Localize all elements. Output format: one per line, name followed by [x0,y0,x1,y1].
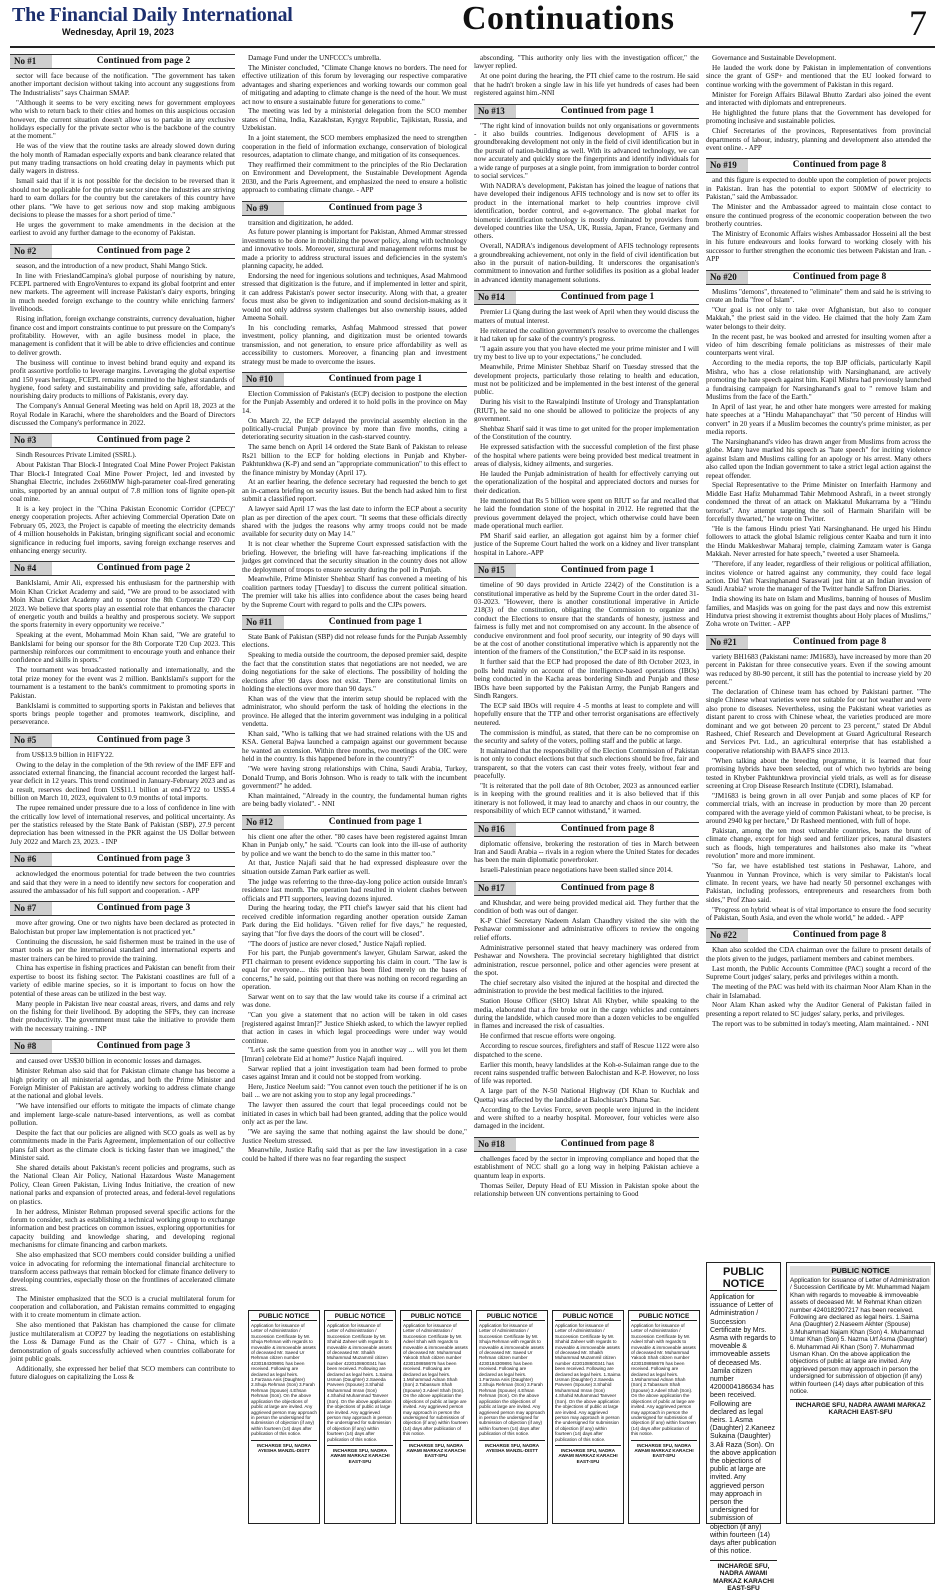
article-paragraph: timeline of 90 days provided in Article 224(2) of the Constitution is a constitutional imperative as held by the Supreme Court in the order dated 31-03-2023. "However, there is another constitutional imperative in Article 218(3) of the constitution, obligating the Commission to organize and conduct the Elections to ensure that the standards of honesty, justness and fairness is fully met and not compromised on any account. In the absence of conducive environment and fool proof security, our integrity of 90 days will be at the cost of another constitutional imperative which is apparently not the intention of the framers of the Constitution," the ECP said in its response. [474,581,699,657]
continuation-number: No #12 [242,816,284,829]
article-paragraph: With NADRA's development, Pakistan has joined the league of nations that have developed their indigenous AFIS technology and is now set to offer its product in the international market to help countries improve civil identification, border control, and e-governance. The global market for biometric identification technology is mostly dominated by providers from developed countries like the USA, UK, Russia, Japan, France, Germany and others. [474,181,699,241]
notice-body: Application for issuance of Letter of Administration / Succession Certificate by Mr. Muhammad Najam Khan with regards to moveable & immoveable assets of deceased Mr. M Rehmat Khan citizen number 4240182907217 has been received. Following are declared as legal heirs. 1.Saima Ana (Daughter) 2.Naseem Akhter (Spouse) 3.Muhammad Najam Khan (Son) 4. Muhammad Umar Khan (Son) 5. Nazma Urf Asma (Daughter) 6. Muhammad Ali Khan (Son) 7. Muhammad Usman Khan. On the above application the objections of public at large are invited. Any aggrieved person may approach in person the undersigned for submission of objection (if any) within fourteen (14) days after publication of this notice. [790,1277,930,1396]
article-block [242,615,467,809]
article-paragraph: PM Sharif said earlier, an allegation got against him by a former chief justice of the Supreme Court halted the work on a kidney and liver transplant hospital in Lahore.-APP [474,531,699,557]
continuation-header [10,54,235,69]
article-paragraph: The meeting was led by a ministerial delegation from the SCO member states of China, India, Kazakhstan, Kyrgyz Republic, Tajikistan, Russia, and Uzbekistan. [242,107,467,133]
article-paragraph: Shehbaz Sharif said it was time to get united for the proper implementation of the Constitution of the country. [474,425,699,442]
notice-title: PUBLIC NOTICE [710,1266,777,1291]
article-paragraph: "I again assure you that you have elected me your prime minister and I will try my best to live up to your expectations," he concluded. [474,344,699,362]
article-paragraph: At an earlier hearing, the defence secretary had requested the bench to get an in-camera briefing on security issues. But the bench had asked him to first submit a classified report. [242,478,467,504]
article-paragraph: acknowledged the enormous potential for trade between the two countries and said that they were in a need to identify new sectors for cooperation and assured the ambassador of his full support and cooperation. - APP [10,870,235,895]
article-paragraph: In a joint statement, the SCO members emphasized the need to strengthen cooperation in the field of information exchange, conservation of biological resources, adaptation to climate change, and mitigation of its consequences. [242,134,467,159]
article-paragraph: A large part of the N-50 National Highway (DI Khan to Kuchlak and Quetta) was affected by the landslide at Balochistan's Dhana Sar. [474,1087,699,1104]
article-paragraph: diplomatic offensive, brokering the restoration of ties in March between Iran and Saudi Arabia -- rivals in a region where the United States for decades has been the main diplomatic powerbroker. [474,839,699,865]
article-paragraph: "It is reiterated that the poll date of 8th October, 2023 as announced earlier is in keeping with the ground realities and it is also believed that if this itinerary is not followed, it may lead to anarchy and chaos in our country, the responsibility of which ECP cannot withstand," it warned. [474,781,699,816]
article-paragraph: The rupee remained under pressure due to a loss of confidence in line with the critically low level of international reserves, and political uncertainty. As per the statistics released by the State Bank of Pakistan (SBP), 27.9 percent depreciation has been witnessed in the PKR against the US Dollar between July 2022 and March 23, 2023. - INP [10,804,235,846]
masthead [10,0,935,48]
public-notice-small [552,1310,624,1524]
article-paragraph: India showing its hate on Islam and Muslims, banning of houses of Muslim families, and Masjids was on going for the past days and now this extremist Hindutva priest showing it extremist thoughts about Holy places of Muslims," Zoha wrote on Twitter. - APP [706,595,931,629]
continuation-title: Continued from page 8 [560,823,655,834]
article-paragraph: BankIslami, Amir Ali, expressed his enthusiasm for the partnership with Moin Khan Cricket Academy and said, "We are proud to be associated with Moin Khan Cricket Academy and to sponsor the 8th Corporate T20 Cup 2023. We believe that sports play an essential role that enhances the character of energetic youth and builds a healthy and prosperous society. We support the sports fraternity in every opportunity we receive." [10,579,235,630]
article-paragraph: Minister for Foreign Affairs Bilawal Bhutto Zardari also joined the event and interacted with diplomats and entrepreneurs. [706,90,931,108]
article-paragraph: "Can you give a statement that no action will be taken in old cases [registered against Imran]?" Justice Shiekh asked, to which the lawyer replied that action in cases in which legal proceedings were under way would continue. [242,1011,467,1045]
article-column [10,54,235,1382]
article-paragraph: They reaffirmed their commitment to the principles of the Rio Declaration on Environment and Development, the Sustainable Development Agenda 2030, and the Paris Agreement, and emphasized the need to ensure a holistic approach to combating climate change. - APP [242,160,467,195]
article-paragraph: from US$13.9 billion in H1FY22. [16,750,114,759]
issue-date: Wednesday, April 19, 2023 [62,27,174,37]
article-paragraph: Ismail said that if it is not possible for the decision to be reversed than it should not be applicable for the private sector since the industries are striving hard to earn dollars for the country but the caretakers of this country have other plans. "We have to get serious now and stop making ambiguous decisions to please the masses for a short period of time." [10,177,235,219]
article-paragraph: In line with FrieslandCampina's global purpose of nourishing by nature, FCEPL partnered with EngroVentures to expand its global footprint and enter new markets. The agreement will increase Pakistan's dairy exports, bringing in much needed foreign exchange to the country while enriching farmers' livelihoods. [10,271,235,314]
article-paragraph: Owing to the delay in the completion of the 9th review of the IMF EFF and associated external financing, the financial account recorded the largest half-year deficit in 12 years. This trend continued in January-February 2023 and as a result, reserves declined from US$11.1 billion at end-FY22 to US$5.4 billion on March 10, 2023, equivalent to 0.9 months of total imports. [10,760,235,803]
continuation-header [10,733,235,748]
continuation-header [10,1039,235,1054]
article-paragraph: sector will face because of the notification. "The government has taken another important decision without taking into account any suggestions from The Industrialists" says Chairman SMAP. [10,72,235,97]
article-paragraph: The Ministry of Economic Affairs wishes Ambassador Hosseini all the best in his future endeavours and looks forward to working closely with his successor to further strengthen the economic ties between Pakistan and Iran. - APP [706,229,931,264]
article-paragraph: The ECP said IBOs will require 4 -5 months at least to complete and will hopefully ensure that the TTP and other terrorist organisations are effectively neutered. [474,701,699,727]
article-block [10,54,235,238]
article-paragraph: Pakistan, among the ten most vulnerable countries, bears the brunt of climate change, except for high seed and fertilizer prices, natural disasters such as floods, high temperatures and hailstones also make its "wheat revolution" more and more imminent. [706,827,931,861]
article-paragraph: The chief secretary also visited the injured at the hospital and directed the administration to provide the best medical facilities to the injured. [474,978,699,996]
continuation-title: Continued from page 2 [96,245,191,256]
article-column [474,54,699,1304]
article-paragraph: "When talking about the breeding programme, it is learned that four promising hybrids have been selected, out of which two hybrids are being tested in Khyber Pakhtunkhwa provincial yield trials, as well as for disease screening at Crop Disease Research Institute (CDRI), Islamabad. [706,756,931,790]
article-block [474,1137,699,1199]
article-paragraph: "Progress on hybrid wheat is of vital importance to ensure the food security of Pakistan, South Asia, and even the whole world," he added. - APP [706,905,931,923]
article-block [474,822,699,875]
article-paragraph: K-P Chief Secretary Nadeem Aslam Chaudhry visited the site with the Peshawar commissioner and administrative officers to review the ongoing relief efforts. [474,917,699,942]
article-block [10,852,235,895]
article-block [10,733,235,846]
article-paragraph: Continuing the discussion, he said fishermen must be trained in the use of smart tools as per the international standard and international experts and master trainers can be hired to provide the training. [10,937,235,963]
notice-footer: INCHARGE SFU, NADRA AWAMI MARKAZ KARACHI EAST-SFU [790,1399,931,1417]
article-paragraph: He lauded the work done by Pakistan in implementation of conventions since the grant of GSP+ and mentioned that the EU looked forward to continue working with the government of Pakistan in this regard. [706,63,931,89]
page-number: 7 [909,3,927,43]
continuation-title: Continued from page 1 [328,816,423,827]
article-paragraph: For his part, the Punjab government's lawyer, Ghulam Sarwar, asked the PTI chairman to present evidence supporting his claim in court. "The law is equal for everyone... this petition has been filed merely on the bases of concerns," he said, pointing out that there was nothing on record regarding an operation. [242,949,467,992]
continuation-number: No #10 [242,373,284,386]
article-block [242,201,467,366]
article-paragraph: Despite the fact that our policies are aligned with SCO goals as well as by commitments made in the Paris Agreement, implementation of our collective plans fall short as the climate clock is ticking faster than we imagined," the Minister said. [10,1128,235,1163]
public-notice-small [248,1310,320,1524]
article-paragraph: He urges the government to make amendments in the decision at the earliest to avoid any further damage to the economy of Pakistan. [10,220,235,238]
article-paragraph: move after growing. One or two nights have been declared as protected in Balochistan but proper law implementation is not practiced yet." [10,919,235,936]
continuation-header [706,928,931,943]
article-paragraph: Meanwhile, Prime Minister Shehbaz Sharif has convened a meeting of his coalition partners today [Tuesday] to discuss the current political situation. The premier will take his allies into confidence about the cases being heard by the Supreme Court with regard to polls and the CJPs powers. [242,575,467,609]
article-paragraph: his client one after the other. "80 cases have been registered against Imran Khan in Punjab only," he said. "Courts can look into the ill-use of authority by police and we want the bench to do the same in this matter too." [242,832,467,858]
article-paragraph: transition and digitization, he added. [248,218,353,227]
continuation-header [242,201,467,216]
article-paragraph: China has expertise in fishing practices and Pakistan can benefit from their expertise to boost its fishing sector. The Pakistani coastlines are full of a variety of edible marine species, so it is important to focus on how the potential of these areas can be utilized in the best way. [10,964,235,998]
article-paragraph: Last month, the Public Accounts Committee (PAC) sought a record of the Supreme Court judges' salary, perks and privileges within a month. [706,964,931,982]
notice-body: Application for issuance of Letter of Administration / Succession Certificate by Mr. Adeel Shah with regards to moveable & immoveable assets of deceased Mr. Muhammad Yakoob Shah citizen number 4230108858676 has been received. Following are declared as legal heirs. 1.Mohammad Adnan Shah (Son) 2.Tabassum Shah (Spouse) 3.Adeel Shah (Son). On the above application the objections of public at large are invited. Any aggrieved person may approach in person the undersigned for submission of objection (if any) within fourteen (14) days after publication of this notice. [403,1323,468,1437]
public-notice-small [324,1310,396,1524]
article-paragraph: Many people in Pakistan live near coastal areas, rivers, and dams and rely on the fishing for their livelihood. By adopting the SFPs, they can increase their productivity. The government must take the initiative to provide them with the necessary training. - INP [10,999,235,1033]
article-paragraph: variety BH1683 (Pakistani name: JM1683), have increased by more than 20 percent in Pakistan for three consecutive years. Even if the sowing amount was reduced by 80-90 percent, it still has the potential to increase yield by 20 percent." [706,652,931,687]
article-paragraph: Special Representative to the Prime Minister on Interfaith Harmony and Middle East Hafiz Muhammad Tahir Mehmood Ashrafi, in a tweet strongly condemned the threat of an attack on Makkatul Mukarrama by a "Hindu terrorist". Any attempt targeting the soil of Harmain Sharifain will be forcefully thwarted," he wrote on Twitter. [706,481,931,524]
article-paragraph: She also emphasized that SCO members could consider building a unified voice in advocating for reforming the international financial architecture to transform access pathways that remain blocked for climate finance delivery to developing countries, especially those on the frontlines of accelerated climate stress. [10,1251,235,1293]
article-paragraph: The judge was referring to the three-day-long police action outside Imran's residence last month. The operation had resulted in violent clashes between officials and PTI supporters, leaving dozens injured. [242,877,467,903]
article-paragraph: She shared details about Pakistan's recent policies and programs, such as the National Clean Air Policy, National Hazardous Waste Management Policy, Clean Green Pakistan, Living Indus Initiative, the creation of new national parks and expansion of protected areas, and federal-level regulations on plastics. [10,1164,235,1206]
article-paragraph: The meeting of the PAC was held with its chairman Noor Alam Khan in the chair in Islamabad. [706,983,931,1000]
notice-title: PUBLIC NOTICE [251,1313,317,1321]
continuation-number: No #8 [10,1040,52,1053]
continuation-header [706,270,931,285]
article-paragraph: Khan also scolded the CDA chairman over the failure to present details of the plots given to the judges, parliament members and cabinet members. [706,946,931,963]
notice-title: PUBLIC NOTICE [479,1313,545,1321]
notice-footer: INCHARGE SFU, NADRA AYESHA MANZIL-DISTT [251,1440,317,1454]
article-paragraph: "Although it seems to be very exciting news for government employees who wish to return back to their cities and homes on this auspicious occasion however, the current situation doesn't allow us to partake in any exclusive holidays especially for the private sector who is the backbone of the country at the moment." [10,98,235,141]
article-paragraph: "Let's ask the same question from you in another way ... will you let them [Imran] celebrate Eid at home?" Justice Najafi inquired. [242,1046,467,1063]
continuation-header [474,822,699,837]
article-paragraph: "We were having strong relationships with China, Saudi Arabia, Turkey, Donald Trump, and Boris Johnson. Who is ready to talk with the incumbent government?" he added. [242,765,467,790]
article-paragraph: "So far, we have established test stations in Peshawar, Lahore, and Yuanmou in Yunnan Province, which is very similar to Pakistan's local climate. In recent years, we have had nearly 50 personnel exchanges with Pakistan, including professors, entrepreneurs and researchers from both sides," Prof Zhao said. [706,862,931,904]
article-paragraph: The commission is mindful, as stated, that there can be no compromise on the security and safety of the voters, polling staff and the public at large. [474,728,699,745]
continuation-number: No #20 [706,271,748,284]
continuation-number: No #17 [474,882,516,895]
article-paragraph: Earlier this month, heavy landslides at the Koh-e-Sulaiman range due to the recent rains suspended traffic between Balochistan and K-P. However, no loss of life was reported. [474,1060,699,1086]
continuation-header [474,563,699,578]
continuation-header [474,1137,699,1152]
article-paragraph: He was of the view that the routine tasks are already slowed down during the holy month of Ramadan especially exports and bank clearance related that put many trading transactions on hold creating delay in payments which put daily wagers in distress. [10,142,235,176]
continuation-title: Continued from page 8 [792,160,887,171]
continuation-title: Continued from page 1 [560,292,655,303]
article-paragraph: At that, Justice Najafi said that he had expressed displeasure over the situation outside Zaman Park earlier as well. [242,859,467,876]
continuation-header [10,852,235,867]
article-paragraph: Sarwar went on to say that the law would take its course if a criminal act was done. [242,993,467,1010]
article-paragraph: "JM1683 is being grown in all over Punjab and some places of KP for commercial trials, with an increase in production by more than 20 percent compared with the average yield of common Pakistani wheat, to be precise, is around 2940 kg per hectare," Dr Rasheed mentioned, with full of hope. [706,791,931,826]
notice-title: PUBLIC NOTICE [327,1313,393,1321]
article-paragraph: The business will continue to invest behind brand equity and expand its profit assortive portfolio to leverage margins. Leveraging the global expertise and 150 years heritage, FCEPL remains committed to the highest standards of hygiene, food safety and sustainability and providing safe, affordable, and nourishing dairy products to millions of Pakistanis, every day. [10,358,235,401]
continuation-number: No #4 [10,562,52,575]
continuation-header [242,615,467,630]
section-title: Continuations [462,0,675,37]
article-block [706,158,931,263]
continuation-title: Continued from page 3 [96,903,191,914]
article-paragraph: Election Commission of Pakistan's (ECP) decision to postpone the election for the Punjab Assembly and ordered it to hold polls in the province on May 14. [242,389,467,415]
notice-footer: INCHARGE SFU, NADRA AWAMI MARKAZ KARACHI EAST-SFU [403,1440,469,1459]
notice-title: PUBLIC NOTICE [631,1313,697,1321]
continuation-title: Continued from page 3 [328,202,423,213]
article-paragraph: Minister Rehman also said that for Pakistan climate change has become a high priority on all ministerial agendas, and both the Prime Minister and Foreign Minister of Pakistan are actively working to address climate change at the national and global levels. [10,1067,235,1101]
notice-footer: INCHARGE SFU, NADRA AWAMI MARKAZ KARACHI EAST-SFU [710,1560,777,1593]
article-paragraph: Station House Officer (SHO) Ishrat Ali Khyber, while speaking to the media, elaborated that a fire broke out in the cargo vehicles and containers during the landslide, which caused more than a dozen vehicles to be engulfed in flames and increased the risk of casualties. [474,997,699,1031]
article-paragraph: Khan maintained, "Already in the country, the fundamental human rights are being badly violated". - NNI [242,791,467,809]
article-paragraph: He mentioned that Rs 5 billion were spent on RIUT so far and recalled that he laid the foundation stone of the hospital in 2012. He regretted that the previous government delayed the project, which otherwise could have been made operational much earlier. [474,496,699,530]
article-paragraph: and this figure is expected to double upon the completion of power projects in Pakistan. Iran has the potential to export 500MW of electricity to Pakistan," said the Ambassador. [706,176,931,202]
article-block [242,372,467,609]
article-paragraph: Thomas Seiler, Deputy Head of EU Mission in Pakistan spoke about the relationship between UN conventions pertaining to Good [474,1181,699,1198]
continuation-title: Continued from page 1 [560,105,655,116]
continuation-title: Continued from page 3 [96,1041,191,1052]
article-paragraph: The report was to be submitted in today's meeting, Alam maintained. - NNI [712,1019,929,1028]
article-paragraph: She also mentioned that Pakistan has championed the cause for climate justice multilateralism at COP27 by leading the negotiations on establishing the Loss & Damage Fund as the Chair of G77 - China, which is a demonstration of goals successfully achieved when countries collaborate for joint public goals. [10,1321,235,1363]
article-paragraph: Additionally, she expressed her belief that SCO members can contribute to future dialogues on capitalizing the Loss & [10,1364,235,1382]
article-paragraph: "He is the famous Hindu priest Yati Narsinghanand. He urged his Hindu followers to attack the global Islamic religious center Kaaba and turn it into the Hindu Makkeshwar Maharaj temple, claiming Zamzam water is Ganga Makkah. Never arrested for hate speech," tweeted a user Shameela. [706,525,931,559]
article-paragraph: The lawyer then assured the court that legal proceedings could not be initiated in cases in which bail had been granted, adding that the police would only act as per the law. [242,1101,467,1127]
continuation-title: Continued from page 1 [328,373,423,384]
continuation-number: No #6 [10,853,52,866]
continuation-number: No #7 [10,902,52,915]
continuation-number: No #22 [706,929,748,942]
continuation-number: No #2 [10,245,52,258]
article-paragraph: The Narsinghanand's video has drawn anger from Muslims from across the globe. Many have marked his speech as "hate speech" for inciting violence against Islam and Muslims calling for an apology or his arrest. Many others also called upon the Indian government to take a strict legal action against the repeat offender. [706,437,931,480]
continuation-header [242,815,467,830]
notice-title: PUBLIC NOTICE [403,1313,469,1321]
article-block [474,563,699,815]
article-paragraph: Governance and Sustainable Development. [712,54,837,62]
continuation-header [10,244,235,259]
continuation-number: No #19 [706,159,748,172]
article-block [10,561,235,726]
article-paragraph: Khan was of the view that the interim setup should be replaced with the administrator, who should perform the task of holding the elections in the province. He alleged that the interim government was indulging in a political vendetta. [242,694,467,729]
public-notices-area [248,1262,935,1593]
public-notice-wide [786,1262,935,1524]
article-paragraph: A lawyer said April 17 was the last date to inform the ECP about a security plan as per direction of the apex court. "It seems that these officials directly shared with the judges the reasons why army troops could not be made available for security duty on May 14." [242,505,467,539]
article-block [706,635,931,923]
article-paragraph: challenges faced by the sector in improving compliance and hoped that the establishment of NCC shall go a long way in helping Pakistan achieve a quantum leap in exports. [474,1154,699,1180]
article-paragraph: As future power planning is important for Pakistan, Ahmed Ammar stressed investments to be done in mobilizing the power policy, along with technology and innovative tools. Moreover, structural and management reforms must be made a priority to address structural issues and deficiencies in the system's planning capacity, he added. [242,228,467,271]
article-paragraph: In the recent past, he was booked and arrested for insulting women after a video of him describing female politicians as mistresses of their male counterparts went viral. [706,332,931,358]
notice-body: Application for issuance of Letter of Administration / Succession Certificate by Mr. Shahid Zaheer with regards to moveable & immoveable assets of deceased Mr. Shaikh Muhammad Muzammil citizen number 4220108600341 has been received. Following are declared as legal heirs. 1.Saima Usman (Daughter) 2.Saeeda Parveen (Spouse) 3.Shahid Muhammad Imran (Son) 4.Shahid Muhammad Tanveer (Son). On the above application the objections of public at large are invited. Any aggrieved person may approach in person the undersigned for submission of objection (if any) within fourteen (14) days after publication of this notice. [327,1323,393,1442]
article-paragraph: absconding. "This authority only lies with the investigation officer," the lawyer replied. [474,54,699,71]
notice-footer: INCHARGE SFU, NADRA AYESHA MANZIL-DISTT [479,1440,545,1454]
article-paragraph: Noor Alam Khan asked why the Auditor General of Pakistan failed in presenting a report related to SC judges' salary, perks, and privileges. [706,1001,931,1018]
continuation-title: Continued from page 8 [792,271,887,282]
article-paragraph: "We are saying the same that nothing against the law should be done," Justice Neelum stressed. [242,1128,467,1145]
article-paragraph: It maintained that the responsibility of the Election Commission of Pakistan is not only to conduct elections but that such elections should be free, fair and transparent, so that the voters can cast their votes freely, without fear and peacefully. [474,746,699,781]
continuation-number: No #3 [10,434,52,447]
article-paragraph: It is not clear whether the Supreme Court expressed satisfaction with the briefing. However, the briefing will have far-reaching implications if the judges get convinced that the security situation in the country does not allow the deployment of troops to ensure security during the poll in Punjab. [242,540,467,574]
continuation-header [474,881,699,896]
paper-name: The Financial Daily International [12,4,293,26]
article-paragraph: About Pakistan Thar Block-I Integrated Coal Mine Power Project Pakistan Thar Block-I Integrated Coal Mine Power Project, led and invested by Shanghai Electric, includes 2x660MW high-parameter coal-fired generating units, supported by an annual output of 7.8 million tons of lignite open-pit coal mine. [10,461,235,503]
continuation-header [706,635,931,650]
notice-body: Application for issuance of Letter of Administration / Succession Certificate by Mr. Adeel Shah with regards to moveable & immoveable assets of deceased Mr. Muhammad Yakoob Shah citizen number 4230108858676 has been received. Following are declared as legal heirs. 1.Mohammad Adnan Shah (Son) 2.Tabassum Shah (Spouse) 3.Adeel Shah (Son). On the above application the objections of public at large are invited. Any aggrieved person may approach in person the undersigned for submission of objection (if any) within fourteen (14) days after publication of this notice. [631,1323,696,1437]
article-paragraph: According to the media reports, the top BJP officials, particularly Kapil Mishra, who has a close relationship with Narsinghanand, are actively promoting the hate speech against him. Kapil Mishra had previously launched a fundraising campaign for Narsinghanand's goal to " remove Islam and Muslims from the face of the Earth." [706,359,931,401]
continuation-header [474,104,699,119]
article-paragraph: Here, Justice Neelum said: "You cannot even touch the petitioner if he is on bail ... we are not asking you to stop any legal proceedings." [242,1083,467,1100]
article-paragraph: According to rescue sources, firefighters and staff of Rescue 1122 were also dispatched to the scene. [474,1042,699,1059]
continuation-title: Continued from page 1 [328,617,423,628]
article-paragraph: During his visit to the Rawalpindi Institute of Urology and Transplantation (RIUT), he said no one should be allowed to politicize the projects of any government. [474,398,699,424]
continuation-number: No #5 [10,734,52,747]
article-paragraph: BankIslami is committed to supporting sports in Pakistan and believes that sports brings people together and promotes teamwork, discipline, and perseverance. [10,701,235,727]
continuation-header [706,158,931,173]
article-paragraph: The Minister and the Ambassador agreed to maintain close contact to ensure the continued progress of the economic cooperation between the two brotherly countries. [706,203,931,228]
article-paragraph: Meanwhile, Justice Rafiq said that as per the law investigation in a case could be halted if there was no fear regarding the suspect [242,1146,467,1163]
article-block [474,881,699,1131]
article-paragraph: Endorsing the need for ingenious solutions and techniques, Asad Mahmood stressed that digitization is the future, and if implemented in letter and spirit, it can address Pakistan's power sector insecurity. Along with that, a greater focus must also be given to indigenization and sound decision-making as it would not only address system challenges but also ownership issues, added Ameena Sohail. [242,271,467,322]
article-paragraph: During the hearing today, the PTI chief's lawyer said that his client had received credible information regarding another operation outside Zaman Park during the Eid holidays. "Given relief for five days," he requested, saying that "for five days the doors of the court will be closed". [242,904,467,938]
article-block [706,270,931,629]
article-paragraph: In his concluding remarks, Ashfaq Mahmood stressed that power investment, policy planning, and digitization must be oriented towards transmission, and not generation, to ensure price affordability as well as accessibility to customers. Moreover, a financing plan and investment strategy must be made to overcome the issues. [242,323,467,366]
article-paragraph: According to the Levies Force, seven people were injured in the incident and were shifted to a nearby hospital. Moreover, four vehicles were also damaged in the incident. [474,1105,699,1131]
article-paragraph: "Our goal is not only to take over Afghanistan, but also to conquer Makkah," the priest said in the video. He claimed that the holy Zam Zam water belongs to their deity. [706,305,931,331]
notice-body: Application for issuance of Letter of Administration / Succession Certificate by Mr. Shuja Rehman with regards to moveable & immoveable assets of deceased Mr. Saeed Ur Rehman citizen number 4230184309891 has been received. Following are declared as legal heirs. 1.Farzana Anis (Daughter) 2.Shuja Rehman (Son) 3.Farah Rehman (Spouse) 4.Ehsan Rehman (Son). On the above application the objections of public at large are invited. Any aggrieved person may approach in person the undersigned for submission of objection (if any) within fourteen (14) days after publication of this notice. [251,1323,317,1437]
notice-body: Application for issuance of Letter of Administration / Succession Certificate by Mr. Shuja Rehman with regards to moveable & immoveable assets of deceased Mr. Saeed Ur Rehman citizen number 4230184309891 has been received. Following are declared as legal heirs. 1.Farzana Anis (Daughter) 2.Shuja Rehman (Son) 3.Farah Rehman (Spouse) 4.Ehsan Rehman (Son). On the above application the objections of public at large are invited. Any aggrieved person may approach in person the undersigned for submission of objection (if any) within fourteen (14) days after publication of this notice. [479,1323,545,1437]
continuation-number: No #1 [10,55,52,68]
continuation-header [10,901,235,916]
article-paragraph: Khan said, "Who is talking that we had strained relations with the US and KSA. General Bajwa launched a campaign against our government because he wanted an extension. Within three months, two meetings of the OIC were held in the country. Is this happened before in the country?" [242,730,467,764]
continuation-title: Continued from page 8 [560,1138,655,1149]
article-paragraph: Sindh Resources Private Limited (SSRL). [16,451,137,460]
article-paragraph: It further said that the ECP had proposed the date of 8th October 2023, in polls held mainly on account of the intelligence-based operations (IBOs) being conducted in the Kacha areas bordering Sindh and Punjab and these IBOs have been supported by the Pakistan Army, the Punjab Rangers and Sindh Rangers. [474,658,699,700]
article-paragraph: "The right kind of innovation builds not only organisations or governments - it also builds countries. Indigenous development of AFIS is a groundbreaking development not only in the field of civil identification but in the pursuit of nation-building as well. With its advanced technology, we can now accurately and quickly store the fingerprints and identify individuals for a wide range of purposes at a single point, from immigration to border control to social services." [474,121,699,180]
article-paragraph: The tournament was broadcasted nationally and internationally, and the total prize money for the event was 2 million. BankIslami's support for the tournament is a testament to the bank's commitment to promoting sports in Pakistan. [10,666,235,700]
article-paragraph: Sarwar replied that a joint investigation team had been formed to probe cases against Imran and it could not be stopped from working. [242,1064,467,1082]
article-block [242,54,467,195]
article-paragraph: "Therefore, if any leader, regardless of their religious or political affiliation, incites violence or hatred against any community, they could face legal action. Did Yati Narsinghanand Saraswati just hint at an Indian invasion of Saudi Arabia? wrote the manager of the Twitter handle Saffron Diaries. [706,560,931,594]
article-paragraph: Israeli-Palestinian peace negotiations have been stalled since 2014. [480,866,673,875]
article-paragraph: State Bank of Pakistan (SBP) did not release funds for the Punjab Assembly elections. [242,633,467,650]
article-paragraph: The Minister concluded, "Climate Change knows no borders. The need for effective utilization of this forum by leveraging our respective comparative advantages and sharing experiences and working towards our common goal of mitigating and adapting to climate change is the need of the hour. We must act now to ensure a sustainable future for generations to come." [242,63,467,106]
notice-footer: INCHARGE SFU, NADRA AWAMI MARKAZ KARACHI EAST-SFU [555,1445,621,1464]
article-paragraph: He confirmed that rescue efforts were ongoing. [480,1032,616,1041]
article-paragraph: It is a key project in the "China Pakistan Economic Corridor (CPEC)" energy cooperation projects. After achieving Commercial Operation Date on February 05, 2023, the Project is capable of meeting the electricity demands of 4 million households in Pakistan, bringing significant social and economic significance in reducing fuel imports, saving foreign exchange reserves and enhancing energy security. [10,504,235,555]
continuation-number: No #16 [474,823,516,836]
public-notice-large [706,1262,781,1593]
continuation-title: Continued from page 8 [560,882,655,893]
article-paragraph: He lauded the Punjab administration of health for effectively carrying out the operationalization of the hospital and appreciated doctors and nurses for their dedication. [474,470,699,495]
continuation-number: No #11 [242,616,284,629]
article-paragraph: On March 22, the ECP delayed the provincial assembly election in the politically-crucial Punjab province by more than five months, citing a deteriorating security situation in the cash-starved country. [242,416,467,442]
notice-body: Application for issuance of Letter of Administration / Succession Certificate by Mrs. Asma with regards to moveable & immoveable assets of deceased Ms. Jamila citizen number 4200004186634 has been received. Following are declared as legal heirs. 1.Asma (Daughter) 2.Kaneez Sukaina (Daughter) 3.Ali Raza (Son). On the above application the objections of public at large are invited. Any aggrieved person may approach in person the undersigned for submission of objection (if any) within fourteen (14) days after publication of this notice. [710,1294,777,1556]
article-block [706,928,931,1028]
article-block [474,104,699,285]
article-block [706,54,931,152]
continuation-header [242,372,467,387]
article-paragraph: The declaration of Chinese team has echoed by Pakistani partner. "The single Chinese wheat varieties were not suitable for our hot weather and were also prone to diseases. Nevertheless, using the Pakistani wheat varieties as distant parent to cross with Chinese wheat, the varieties produced are more dominant and we got between 20 percent to 23 percent," stated Dr Abdul Rasheed, Chief Research and Development at Guard Agricultural Research and Services Pvt. Ltd., an agricultural enterprise that has established a cooperative relationship with BAAFS since 2013. [706,688,931,755]
notice-title: PUBLIC NOTICE [790,1266,931,1275]
article-block [474,54,699,98]
article-paragraph: The same bench on April 14 ordered the State Bank of Pakistan to release Rs21 billion to the ECP for holding elections in Punjab and Khyber-Pakhtunkhwa (K-P) and send an "appropriate communication" to this effect to the finance ministry by Monday (April 17). [242,443,467,477]
continuation-title: Continued from page 1 [560,565,655,576]
article-paragraph: In April of last year, he and other hate mongers were arrested for making hate speeches at a "Hindu Mahapanchayat" that "50 percent of Hindus will convert" in 20 years if a Muslim becomes the country's prime minister, as per media reports. [706,402,931,437]
article-paragraph: Speaking to media outside the courtroom, the deposed premier said, despite the fact that the constitution states that negotiations are not needed, we are doing negotiations for the sake of elections. The possibility of holding the elections after 90 days does not exist. There are constitutional limits on holding the elections over more than 90 days." [242,651,467,693]
continuation-title: Continued from page 2 [96,435,191,446]
article-column [706,54,931,1304]
article-block [242,815,467,1164]
continuation-number: No #15 [474,564,516,577]
public-notice-small [628,1310,700,1524]
article-paragraph: "We have intensified our efforts to mitigate the impacts of climate change and implement large-scale nature-based interventions, as well as combat pollution. [10,1102,235,1128]
article-paragraph: Chief Secretaries of the provinces, Representatives from provincial departments of labour, industry, planning and development also attended the event online. - APP [706,127,931,153]
article-paragraph: The Minister emphasized that the SCO is a crucial multilateral forum for cooperation and collaboration, and Pakistan remains committed to engaging with it to create momentum in climate action. [10,1294,235,1320]
public-notice-small [400,1310,472,1524]
article-paragraph: Overall, NADRA's indigenous development of AFIS technology represents a groundbreaking achievement, not only in the field of civil identification but also in the pursuit of nation-building. It underscores the organisation's commitment to innovation and further solidifies its position as a global leader in advanced identity management solutions. [474,242,699,284]
continuation-number: No #9 [242,202,284,215]
article-paragraph: In her address, Minister Rehman proposed several specific actions for the forum to consider, such as establishing a technical working group to exchange information and best practices on common issues, exploring opportunities for capacity building and knowledge sharing, and developing regional mechanisms for climate financing and carbon markets. [10,1207,235,1250]
article-paragraph: Premier Li Qiang during the last week of April when they would discuss the matters of mutual interest. [474,308,699,325]
article-paragraph: Muslims "demons", threatened to "eliminate" them and said he is striving to create an India "free of Islam". [706,287,931,304]
article-block [10,1039,235,1382]
article-paragraph: Speaking at the event, Mohammad Moin Khan said, "We are grateful to BankIslami for being our sponsor for the 8th Corporate T20 Cup 2023. This partnership reinforces our commitment to encourage youth and enhance their confidence and skills in sports." [10,631,235,665]
continuation-header [10,561,235,576]
continuation-header [10,433,235,448]
continuation-title: Continued from page 3 [96,734,191,745]
article-paragraph: season, and the introduction of a new product, Shahi Mango Stick. [16,261,208,270]
continuation-number: No #14 [474,291,516,304]
article-block [10,433,235,555]
article-paragraph: and caused over US$30 billion in economic losses and damages. [16,1057,202,1066]
article-paragraph: He expressed satisfaction with the successful completion of the first phase of the hospital where patients were being provided best medical treatment in areas of dialysis, kidney ailments, and surgeries. [474,443,699,469]
article-paragraph: "The doors of justice are never closed," Justice Najafi replied. [248,939,427,948]
continuation-number: No #18 [474,1138,516,1151]
notice-body: Application for issuance of Letter of Administration / Succession Certificate by Mr. Shahid Zaheer with regards to moveable & immoveable assets of deceased Mr. Shaikh Muhammad Muzammil citizen number 4220108600341 has been received. Following are declared as legal heirs. 1.Saima Usman (Daughter) 2.Saeeda Parveen (Spouse) 3.Shahid Muhammad Imran (Son) 4.Shahid Muhammad Tanveer (Son). On the above application the objections of public at large are invited. Any aggrieved person may approach in person the undersigned for submission of objection (if any) within fourteen (14) days after publication of this notice. [555,1323,621,1442]
continuation-number: No #21 [706,636,748,649]
article-paragraph: At one point during the hearing, the PTI chief came to the rostrum. He said that he hadn't broken a single law in his life yet hundreds of cases had been registered against him.-NNI [474,72,699,98]
article-paragraph: He highlighted the future plans that the Government has developed for promoting inclusive and sustainable policies. [706,108,931,126]
article-paragraph: and Khushdar, and were being provided medical aid. They further that the condition of both was out of danger. [474,898,699,916]
article-block [10,244,235,428]
continuation-title: Continued from page 2 [96,56,191,66]
notice-footer: INCHARGE SFU, NADRA AWAMI MARKAZ KARACHI EAST-SFU [631,1440,697,1459]
article-paragraph: The Company's Annual General Meeting was held on April 18, 2023 at the Royal Rodale in Karachi, where the shareholders and the Board of Directors discussed the Company's performance in 2022. [10,402,235,428]
article-paragraph: Administrative personnel stated that heavy machinery was ordered from Peshawar and Nowshera. The provincial secretary highlighted that district administration, rescue personnel, police and other agencies were present at the spot. [474,943,699,977]
article-block [474,290,699,557]
continuation-title: Continued from page 2 [96,563,191,574]
article-column [242,54,467,1304]
article-paragraph: He reiterated the coalition government's resolve to overcome the challenges it had taken up for sake of the country's progress. [474,326,699,343]
article-block [10,901,235,1033]
notice-footer: INCHARGE SFU, NADRA AWAMI MARKAZ KARACHI EAST-SFU [327,1445,393,1464]
notice-title: PUBLIC NOTICE [555,1313,621,1321]
article-paragraph: Meanwhile, Prime Minister Shehbaz Sharif on Tuesday stressed that the development projects, particularly those relating to health and education, must not be politicized and be implemented in the best interest of the general public. [474,363,699,397]
continuation-title: Continued from page 8 [792,930,887,941]
continuation-title: Continued from page 8 [792,636,887,647]
continuation-header [474,290,699,305]
article-paragraph: Damage Fund under the UNFCCC's umbrella. [248,54,382,62]
public-notice-small [476,1310,548,1524]
continuation-title: Continued from page 3 [96,854,191,865]
article-paragraph: Rising inflation, foreign exchange constraints, currency devaluation, higher finance cost and import constraints continue to put pressure on the Company's profitability. However, with an agile business model in place, the management is confident that it will be able to drive efficiencies and continue to deliver growth. [10,315,235,357]
continuation-number: No #13 [474,105,516,118]
